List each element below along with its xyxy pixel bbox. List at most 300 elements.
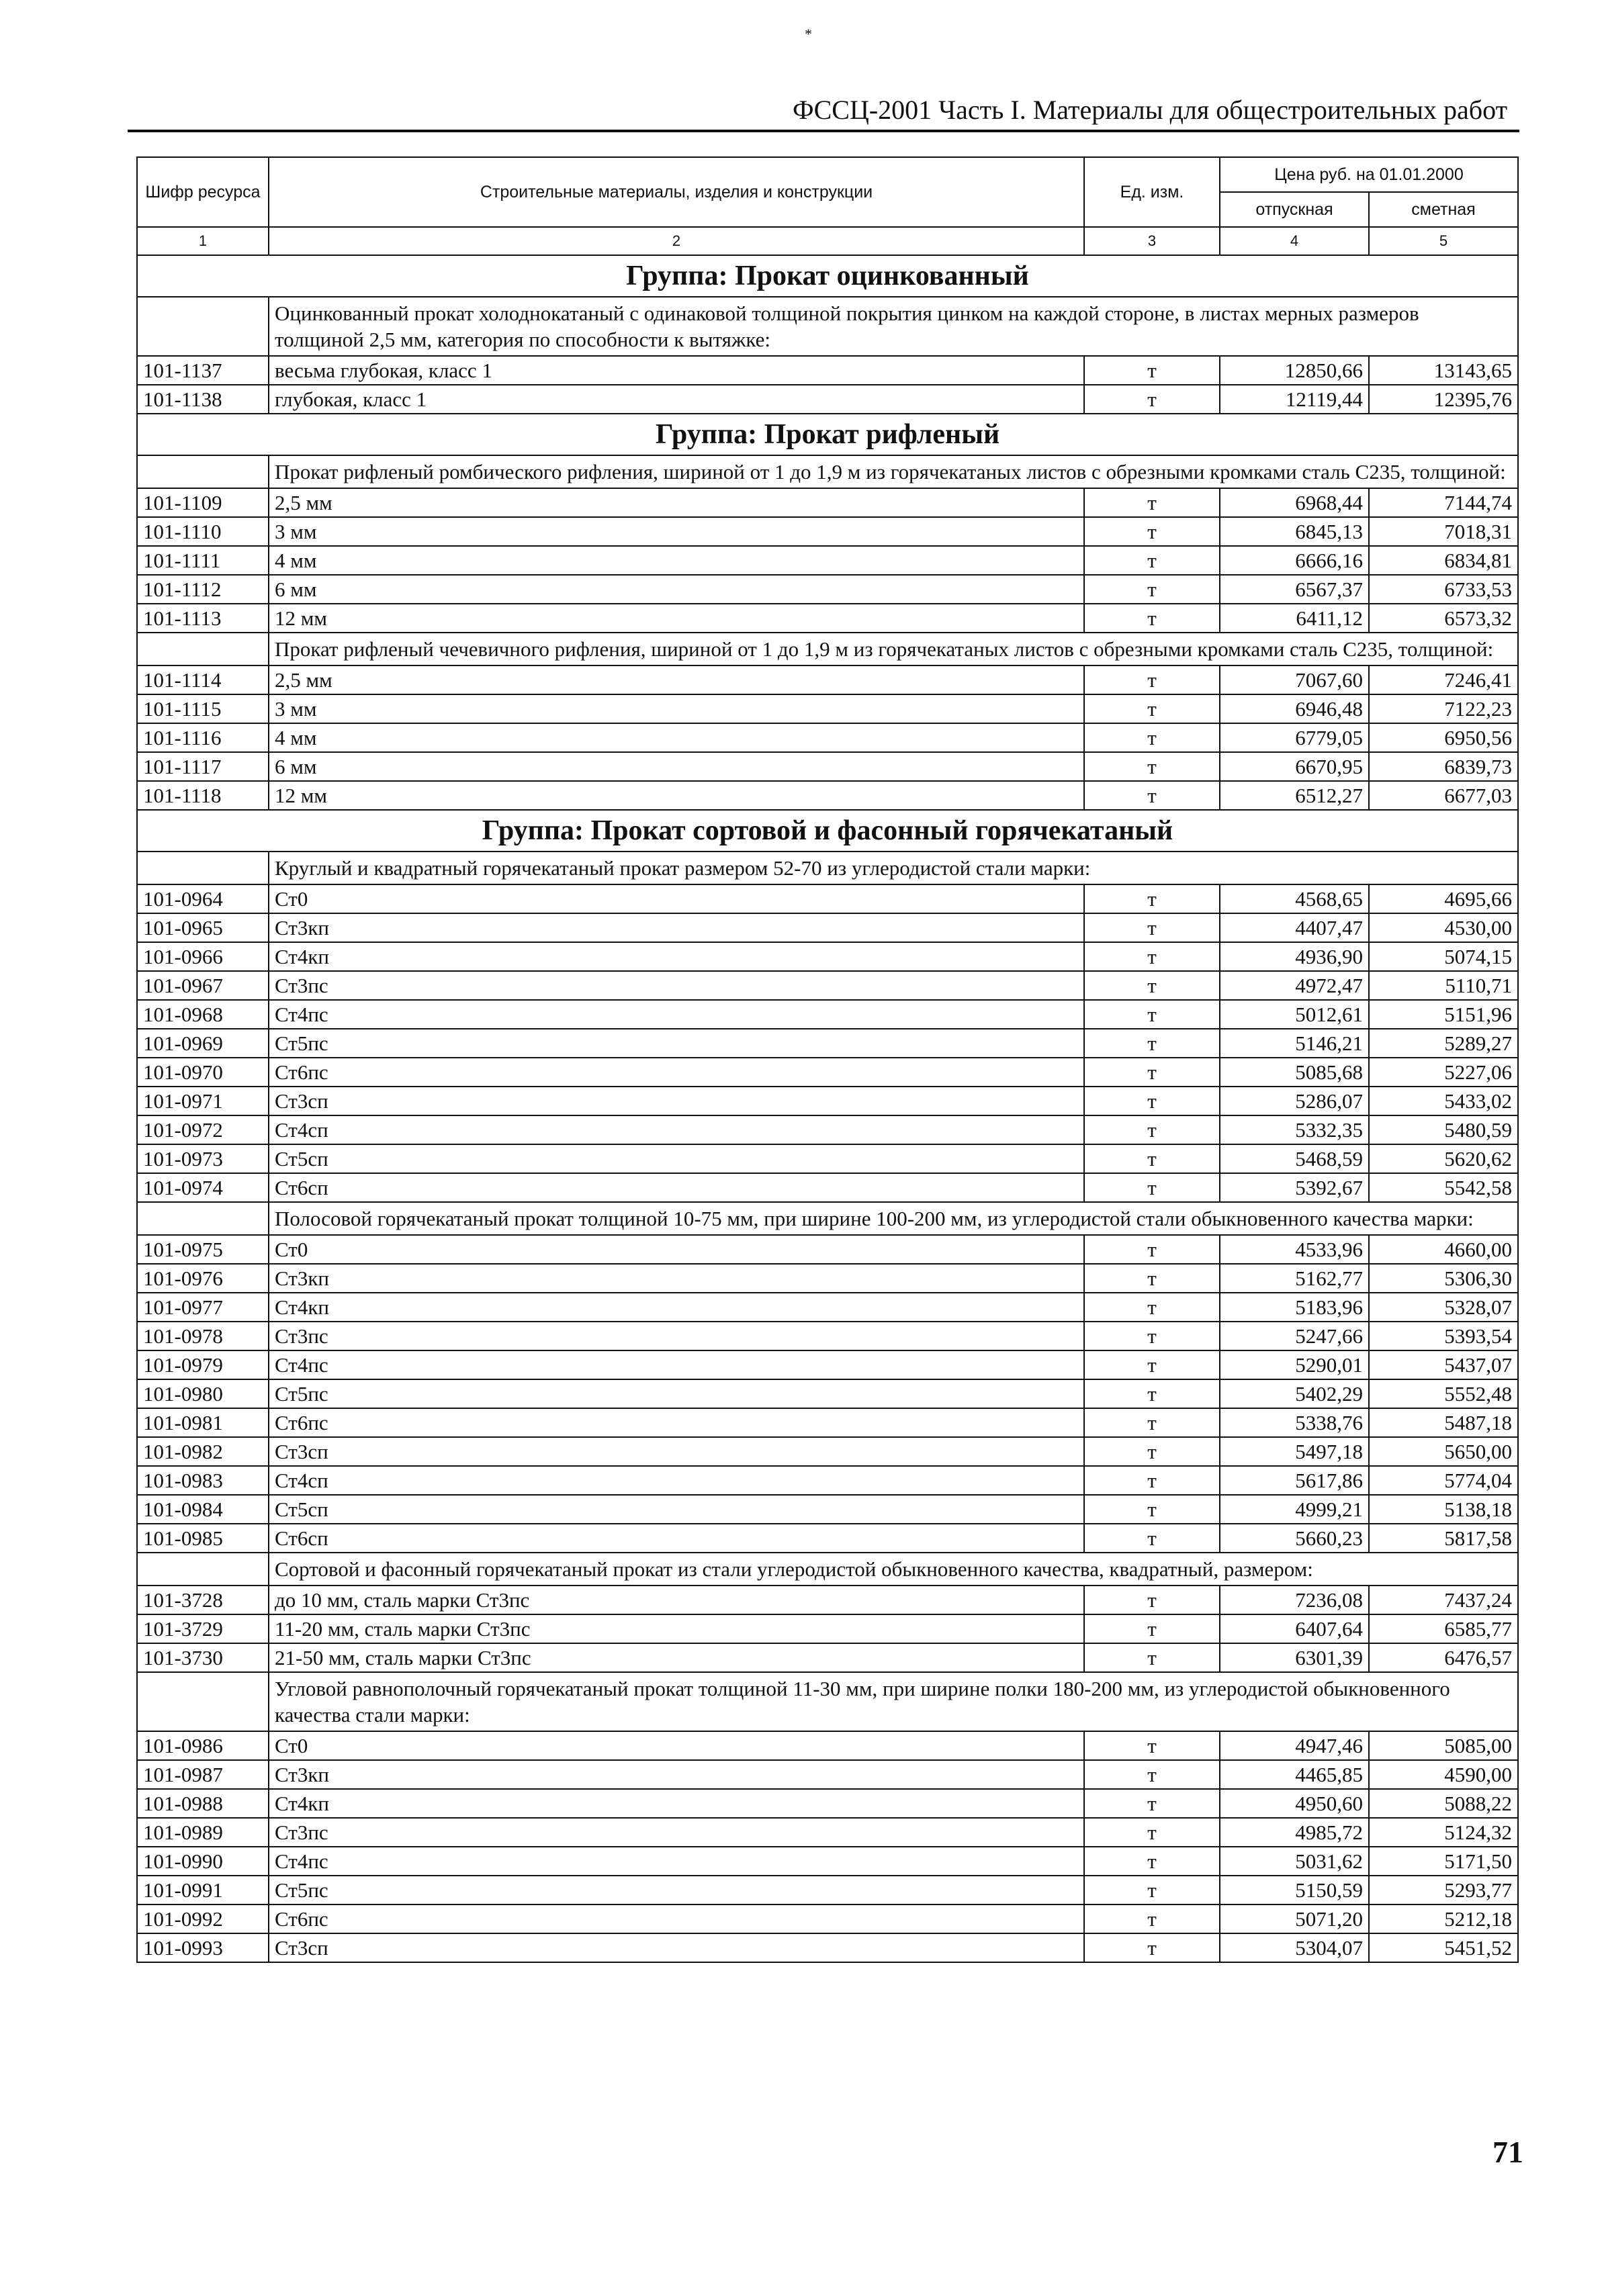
unit-cell: т bbox=[1084, 1876, 1220, 1904]
unit-cell: т bbox=[1084, 1293, 1220, 1322]
release-price-cell: 5162,77 bbox=[1220, 1264, 1369, 1293]
resource-code-cell: 101-0975 bbox=[137, 1235, 269, 1264]
material-name-cell: Ст6сп bbox=[269, 1524, 1084, 1553]
unit-cell: т bbox=[1084, 1029, 1220, 1058]
estimate-price-cell: 7122,23 bbox=[1369, 694, 1518, 723]
estimate-price-cell: 13143,65 bbox=[1369, 356, 1518, 385]
table-row bbox=[137, 1760, 1518, 1789]
material-name-cell: Ст3сп bbox=[269, 1087, 1084, 1115]
table-row bbox=[137, 575, 1518, 604]
column-number: 3 bbox=[1084, 227, 1220, 255]
section-description: Полосовой горячекатаный прокат толщиной 10-75 мм, при ширине 100-200 мм, из углеродистой стали обыкновенного качества марки: bbox=[269, 1202, 1518, 1235]
table-row bbox=[137, 1731, 1518, 1760]
section-description-row bbox=[137, 297, 1518, 356]
group-heading-row bbox=[137, 810, 1518, 852]
estimate-price-cell: 5774,04 bbox=[1369, 1466, 1518, 1495]
material-name-cell: Ст3кп bbox=[269, 1264, 1084, 1293]
unit-cell: т bbox=[1084, 913, 1220, 942]
estimate-price-cell: 5650,00 bbox=[1369, 1437, 1518, 1466]
estimate-price-cell: 5124,32 bbox=[1369, 1818, 1518, 1847]
material-name-cell: до 10 мм, сталь марки Ст3пс bbox=[269, 1586, 1084, 1614]
unit-cell: т bbox=[1084, 723, 1220, 752]
unit-cell: т bbox=[1084, 884, 1220, 913]
estimate-price-cell: 6839,73 bbox=[1369, 752, 1518, 781]
unit-cell: т bbox=[1084, 1818, 1220, 1847]
estimate-price-cell: 5171,50 bbox=[1369, 1847, 1518, 1876]
group-heading-row bbox=[137, 414, 1518, 455]
unit-cell: т bbox=[1084, 604, 1220, 633]
release-price-cell: 6946,48 bbox=[1220, 694, 1369, 723]
unit-cell: т bbox=[1084, 575, 1220, 604]
estimate-price-cell: 5393,54 bbox=[1369, 1322, 1518, 1350]
table-row bbox=[137, 1818, 1518, 1847]
estimate-price-cell: 6585,77 bbox=[1369, 1614, 1518, 1643]
page-mark: * bbox=[805, 26, 812, 42]
table-row bbox=[137, 604, 1518, 633]
resource-code-cell: 101-0969 bbox=[137, 1029, 269, 1058]
table-row bbox=[137, 1933, 1518, 1962]
material-name-cell: Ст4пс bbox=[269, 1350, 1084, 1379]
release-price-cell: 5304,07 bbox=[1220, 1933, 1369, 1962]
unit-cell: т bbox=[1084, 1379, 1220, 1408]
release-price-cell: 4972,47 bbox=[1220, 971, 1369, 1000]
estimate-price-cell: 5552,48 bbox=[1369, 1379, 1518, 1408]
estimate-price-cell: 6950,56 bbox=[1369, 723, 1518, 752]
estimate-price-cell: 5328,07 bbox=[1369, 1293, 1518, 1322]
release-price-cell: 6301,39 bbox=[1220, 1643, 1369, 1672]
estimate-price-cell: 6476,57 bbox=[1369, 1643, 1518, 1672]
release-price-cell: 4936,90 bbox=[1220, 942, 1369, 971]
unit-cell: т bbox=[1084, 517, 1220, 546]
resource-code-cell: 101-0992 bbox=[137, 1904, 269, 1933]
table-row bbox=[137, 1495, 1518, 1524]
table-row bbox=[137, 1144, 1518, 1173]
resource-code-cell: 101-0986 bbox=[137, 1731, 269, 1760]
unit-cell: т bbox=[1084, 488, 1220, 517]
table-row bbox=[137, 1437, 1518, 1466]
header-price: Цена руб. на 01.01.2000 bbox=[1220, 157, 1518, 192]
release-price-cell: 5150,59 bbox=[1220, 1876, 1369, 1904]
unit-cell: т bbox=[1084, 1495, 1220, 1524]
page-number: 71 bbox=[1492, 2135, 1523, 2169]
release-price-cell: 5660,23 bbox=[1220, 1524, 1369, 1553]
unit-cell: т bbox=[1084, 1760, 1220, 1789]
table-row bbox=[137, 694, 1518, 723]
table-row bbox=[137, 488, 1518, 517]
resource-code-cell: 101-0968 bbox=[137, 1000, 269, 1029]
unit-cell: т bbox=[1084, 1789, 1220, 1818]
estimate-price-cell: 5289,27 bbox=[1369, 1029, 1518, 1058]
material-name-cell: Ст5сп bbox=[269, 1495, 1084, 1524]
table-row bbox=[137, 1293, 1518, 1322]
unit-cell: т bbox=[1084, 1173, 1220, 1202]
column-number-row bbox=[137, 227, 1518, 255]
resource-code-cell: 101-3728 bbox=[137, 1586, 269, 1614]
estimate-price-cell: 7018,31 bbox=[1369, 517, 1518, 546]
release-price-cell: 4533,96 bbox=[1220, 1235, 1369, 1264]
header-price-release: отпускная bbox=[1220, 192, 1369, 227]
resource-code-cell: 101-1110 bbox=[137, 517, 269, 546]
header-code: Шифр ресурса bbox=[137, 157, 269, 227]
section-description-row bbox=[137, 455, 1518, 488]
unit-cell: т bbox=[1084, 1933, 1220, 1962]
material-name-cell: 2,5 мм bbox=[269, 488, 1084, 517]
resource-code-cell: 101-1115 bbox=[137, 694, 269, 723]
table-row bbox=[137, 385, 1518, 414]
table-row bbox=[137, 942, 1518, 971]
release-price-cell: 6512,27 bbox=[1220, 781, 1369, 810]
material-name-cell: 11-20 мм, сталь марки Ст3пс bbox=[269, 1614, 1084, 1643]
unit-cell: т bbox=[1084, 385, 1220, 414]
unit-cell: т bbox=[1084, 665, 1220, 694]
resource-code-cell: 101-0973 bbox=[137, 1144, 269, 1173]
material-name-cell: Ст4пс bbox=[269, 1000, 1084, 1029]
estimate-price-cell: 5306,30 bbox=[1369, 1264, 1518, 1293]
estimate-price-cell: 5487,18 bbox=[1369, 1408, 1518, 1437]
estimate-price-cell: 5480,59 bbox=[1369, 1115, 1518, 1144]
header-rule bbox=[128, 130, 1519, 132]
unit-cell: т bbox=[1084, 694, 1220, 723]
material-name-cell: Ст0 bbox=[269, 884, 1084, 913]
section-description: Сортовой и фасонный горячекатаный прокат из стали углеродистой обыкновенного качества, квадратный, размером: bbox=[269, 1553, 1518, 1586]
release-price-cell: 4947,46 bbox=[1220, 1731, 1369, 1760]
material-name-cell: 3 мм bbox=[269, 694, 1084, 723]
table-row bbox=[137, 665, 1518, 694]
table-row bbox=[137, 1904, 1518, 1933]
material-name-cell: Ст3сп bbox=[269, 1437, 1084, 1466]
estimate-price-cell: 6733,53 bbox=[1369, 575, 1518, 604]
estimate-price-cell: 5088,22 bbox=[1369, 1789, 1518, 1818]
release-price-cell: 6407,64 bbox=[1220, 1614, 1369, 1643]
material-name-cell: 4 мм bbox=[269, 723, 1084, 752]
price-table bbox=[136, 156, 1519, 1963]
estimate-price-cell: 12395,76 bbox=[1369, 385, 1518, 414]
material-name-cell: Ст4кп bbox=[269, 1293, 1084, 1322]
group-heading: Группа: Прокат рифленый bbox=[137, 414, 1518, 455]
resource-code-cell: 101-1113 bbox=[137, 604, 269, 633]
material-name-cell: 4 мм bbox=[269, 546, 1084, 575]
column-number: 5 bbox=[1369, 227, 1518, 255]
release-price-cell: 6670,95 bbox=[1220, 752, 1369, 781]
section-description-row bbox=[137, 633, 1518, 665]
table-row bbox=[137, 1115, 1518, 1144]
release-price-cell: 6666,16 bbox=[1220, 546, 1369, 575]
table-row bbox=[137, 1466, 1518, 1495]
unit-cell: т bbox=[1084, 1614, 1220, 1643]
table-row bbox=[137, 1322, 1518, 1350]
release-price-cell: 5290,01 bbox=[1220, 1350, 1369, 1379]
unit-cell: т bbox=[1084, 1322, 1220, 1350]
unit-cell: т bbox=[1084, 1643, 1220, 1672]
estimate-price-cell: 5110,71 bbox=[1369, 971, 1518, 1000]
resource-code-cell: 101-3730 bbox=[137, 1643, 269, 1672]
release-price-cell: 6567,37 bbox=[1220, 575, 1369, 604]
resource-code-cell: 101-0984 bbox=[137, 1495, 269, 1524]
table-row bbox=[137, 1000, 1518, 1029]
resource-code-cell: 101-1114 bbox=[137, 665, 269, 694]
unit-cell: т bbox=[1084, 356, 1220, 385]
resource-code-cell: 101-0991 bbox=[137, 1876, 269, 1904]
empty-code-cell bbox=[137, 633, 269, 665]
release-price-cell: 5183,96 bbox=[1220, 1293, 1369, 1322]
release-price-cell: 5392,67 bbox=[1220, 1173, 1369, 1202]
material-name-cell: Ст5сп bbox=[269, 1144, 1084, 1173]
unit-cell: т bbox=[1084, 1235, 1220, 1264]
release-price-cell: 5332,35 bbox=[1220, 1115, 1369, 1144]
material-name-cell: Ст4кп bbox=[269, 1789, 1084, 1818]
empty-code-cell bbox=[137, 1553, 269, 1586]
estimate-price-cell: 4695,66 bbox=[1369, 884, 1518, 913]
estimate-price-cell: 5074,15 bbox=[1369, 942, 1518, 971]
resource-code-cell: 101-0985 bbox=[137, 1524, 269, 1553]
release-price-cell: 4407,47 bbox=[1220, 913, 1369, 942]
column-number: 2 bbox=[269, 227, 1084, 255]
table-row bbox=[137, 1087, 1518, 1115]
release-price-cell: 5012,61 bbox=[1220, 1000, 1369, 1029]
resource-code-cell: 101-0978 bbox=[137, 1322, 269, 1350]
table-row bbox=[137, 752, 1518, 781]
unit-cell: т bbox=[1084, 1524, 1220, 1553]
resource-code-cell: 101-0967 bbox=[137, 971, 269, 1000]
release-price-cell: 5031,62 bbox=[1220, 1847, 1369, 1876]
section-description-row bbox=[137, 852, 1518, 884]
unit-cell: т bbox=[1084, 1115, 1220, 1144]
material-name-cell: Ст5пс bbox=[269, 1876, 1084, 1904]
section-description: Прокат рифленый ромбического рифления, шириной от 1 до 1,9 м из горячекатаных листов с обрезными кромками сталь С235, толщиной: bbox=[269, 455, 1518, 488]
material-name-cell: Ст3кп bbox=[269, 1760, 1084, 1789]
material-name-cell: Ст6пс bbox=[269, 1408, 1084, 1437]
resource-code-cell: 101-1111 bbox=[137, 546, 269, 575]
material-name-cell: Ст3пс bbox=[269, 1818, 1084, 1847]
material-name-cell: 12 мм bbox=[269, 781, 1084, 810]
unit-cell: т bbox=[1084, 1408, 1220, 1437]
unit-cell: т bbox=[1084, 1586, 1220, 1614]
material-name-cell: Ст3сп bbox=[269, 1933, 1084, 1962]
estimate-price-cell: 5433,02 bbox=[1369, 1087, 1518, 1115]
resource-code-cell: 101-0974 bbox=[137, 1173, 269, 1202]
release-price-cell: 5338,76 bbox=[1220, 1408, 1369, 1437]
running-header: ФССЦ-2001 Часть I. Материалы для общестроительных работ bbox=[793, 95, 1508, 125]
material-name-cell: Ст0 bbox=[269, 1731, 1084, 1760]
release-price-cell: 5071,20 bbox=[1220, 1904, 1369, 1933]
section-description: Угловой равнополочный горячекатаный прокат толщиной 11-30 мм, при ширине полки 180-200 мм, из углеродистой обыкновенного качества стали марки: bbox=[269, 1672, 1518, 1731]
empty-code-cell bbox=[137, 297, 269, 356]
estimate-price-cell: 5817,58 bbox=[1369, 1524, 1518, 1553]
estimate-price-cell: 6834,81 bbox=[1369, 546, 1518, 575]
material-name-cell: Ст0 bbox=[269, 1235, 1084, 1264]
resource-code-cell: 101-0964 bbox=[137, 884, 269, 913]
estimate-price-cell: 7246,41 bbox=[1369, 665, 1518, 694]
material-name-cell: весьма глубокая, класс 1 bbox=[269, 356, 1084, 385]
resource-code-cell: 101-0965 bbox=[137, 913, 269, 942]
estimate-price-cell: 5451,52 bbox=[1369, 1933, 1518, 1962]
release-price-cell: 4568,65 bbox=[1220, 884, 1369, 913]
table-row bbox=[137, 781, 1518, 810]
material-name-cell: Ст6пс bbox=[269, 1058, 1084, 1087]
release-price-cell: 5402,29 bbox=[1220, 1379, 1369, 1408]
table-row bbox=[137, 546, 1518, 575]
estimate-price-cell: 5620,62 bbox=[1369, 1144, 1518, 1173]
group-heading: Группа: Прокат оцинкованный bbox=[137, 255, 1518, 297]
resource-code-cell: 101-0981 bbox=[137, 1408, 269, 1437]
material-name-cell: Ст6сп bbox=[269, 1173, 1084, 1202]
unit-cell: т bbox=[1084, 1058, 1220, 1087]
unit-cell: т bbox=[1084, 1264, 1220, 1293]
unit-cell: т bbox=[1084, 1437, 1220, 1466]
estimate-price-cell: 6573,32 bbox=[1369, 604, 1518, 633]
release-price-cell: 5247,66 bbox=[1220, 1322, 1369, 1350]
estimate-price-cell: 5437,07 bbox=[1369, 1350, 1518, 1379]
resource-code-cell: 101-0989 bbox=[137, 1818, 269, 1847]
resource-code-cell: 101-0970 bbox=[137, 1058, 269, 1087]
release-price-cell: 6411,12 bbox=[1220, 604, 1369, 633]
material-name-cell: 21-50 мм, сталь марки Ст3пс bbox=[269, 1643, 1084, 1672]
resource-code-cell: 101-1137 bbox=[137, 356, 269, 385]
empty-code-cell bbox=[137, 1202, 269, 1235]
empty-code-cell bbox=[137, 852, 269, 884]
section-description-row bbox=[137, 1553, 1518, 1586]
release-price-cell: 4465,85 bbox=[1220, 1760, 1369, 1789]
resource-code-cell: 101-1138 bbox=[137, 385, 269, 414]
section-description: Круглый и квадратный горячекатаный прокат размером 52-70 из углеродистой стали марки: bbox=[269, 852, 1518, 884]
group-heading: Группа: Прокат сортовой и фасонный горячекатаный bbox=[137, 810, 1518, 852]
release-price-cell: 4950,60 bbox=[1220, 1789, 1369, 1818]
table-row bbox=[137, 1586, 1518, 1614]
material-name-cell: Ст4кп bbox=[269, 942, 1084, 971]
material-name-cell: Ст4сп bbox=[269, 1115, 1084, 1144]
group-heading-row bbox=[137, 255, 1518, 297]
table-row bbox=[137, 1264, 1518, 1293]
header-price-estimate: сметная bbox=[1369, 192, 1518, 227]
unit-cell: т bbox=[1084, 942, 1220, 971]
resource-code-cell: 101-0972 bbox=[137, 1115, 269, 1144]
unit-cell: т bbox=[1084, 1904, 1220, 1933]
estimate-price-cell: 6677,03 bbox=[1369, 781, 1518, 810]
unit-cell: т bbox=[1084, 971, 1220, 1000]
unit-cell: т bbox=[1084, 546, 1220, 575]
table-row bbox=[137, 1058, 1518, 1087]
resource-code-cell: 101-1116 bbox=[137, 723, 269, 752]
material-name-cell: Ст4сп bbox=[269, 1466, 1084, 1495]
release-price-cell: 4985,72 bbox=[1220, 1818, 1369, 1847]
table-row bbox=[137, 723, 1518, 752]
resource-code-cell: 101-0966 bbox=[137, 942, 269, 971]
resource-code-cell: 101-0988 bbox=[137, 1789, 269, 1818]
resource-code-cell: 101-0980 bbox=[137, 1379, 269, 1408]
material-name-cell: Ст3пс bbox=[269, 1322, 1084, 1350]
material-name-cell: Ст5пс bbox=[269, 1379, 1084, 1408]
material-name-cell: глубокая, класс 1 bbox=[269, 385, 1084, 414]
column-number: 4 bbox=[1220, 227, 1369, 255]
estimate-price-cell: 5138,18 bbox=[1369, 1495, 1518, 1524]
material-name-cell: 2,5 мм bbox=[269, 665, 1084, 694]
estimate-price-cell: 7437,24 bbox=[1369, 1586, 1518, 1614]
empty-code-cell bbox=[137, 455, 269, 488]
unit-cell: т bbox=[1084, 1731, 1220, 1760]
release-price-cell: 5085,68 bbox=[1220, 1058, 1369, 1087]
section-description: Прокат рифленый чечевичного рифления, шириной от 1 до 1,9 м из горячекатаных листов с обрезными кромками сталь С235, толщиной: bbox=[269, 633, 1518, 665]
material-name-cell: Ст3пс bbox=[269, 971, 1084, 1000]
unit-cell: т bbox=[1084, 1000, 1220, 1029]
resource-code-cell: 101-1118 bbox=[137, 781, 269, 810]
unit-cell: т bbox=[1084, 1350, 1220, 1379]
material-name-cell: Ст5пс bbox=[269, 1029, 1084, 1058]
release-price-cell: 4999,21 bbox=[1220, 1495, 1369, 1524]
resource-code-cell: 101-0982 bbox=[137, 1437, 269, 1466]
unit-cell: т bbox=[1084, 1466, 1220, 1495]
resource-code-cell: 101-0979 bbox=[137, 1350, 269, 1379]
table-row bbox=[137, 1029, 1518, 1058]
table-row bbox=[137, 1408, 1518, 1437]
material-name-cell: Ст3кп bbox=[269, 913, 1084, 942]
estimate-price-cell: 7144,74 bbox=[1369, 488, 1518, 517]
table-row bbox=[137, 1643, 1518, 1672]
resource-code-cell: 101-0993 bbox=[137, 1933, 269, 1962]
table-row bbox=[137, 1876, 1518, 1904]
material-name-cell: Ст4пс bbox=[269, 1847, 1084, 1876]
table-row bbox=[137, 1789, 1518, 1818]
table-row bbox=[137, 1235, 1518, 1264]
resource-code-cell: 101-3729 bbox=[137, 1614, 269, 1643]
table-row bbox=[137, 1379, 1518, 1408]
release-price-cell: 5146,21 bbox=[1220, 1029, 1369, 1058]
release-price-cell: 12850,66 bbox=[1220, 356, 1369, 385]
unit-cell: т bbox=[1084, 1144, 1220, 1173]
table-row bbox=[137, 884, 1518, 913]
resource-code-cell: 101-0983 bbox=[137, 1466, 269, 1495]
table-row bbox=[137, 913, 1518, 942]
table-header-row bbox=[137, 157, 1518, 192]
table-row bbox=[137, 971, 1518, 1000]
resource-code-cell: 101-1109 bbox=[137, 488, 269, 517]
estimate-price-cell: 5085,00 bbox=[1369, 1731, 1518, 1760]
table-row bbox=[137, 517, 1518, 546]
unit-cell: т bbox=[1084, 1087, 1220, 1115]
section-description: Оцинкованный прокат холоднокатаный с одинаковой толщиной покрытия цинком на каждой стороне, в листах мерных размеров толщиной 2,5 мм, категория по способности к вытяжке: bbox=[269, 297, 1518, 356]
material-name-cell: Ст6пс bbox=[269, 1904, 1084, 1933]
estimate-price-cell: 4660,00 bbox=[1369, 1235, 1518, 1264]
release-price-cell: 12119,44 bbox=[1220, 385, 1369, 414]
column-number: 1 bbox=[137, 227, 269, 255]
estimate-price-cell: 5293,77 bbox=[1369, 1876, 1518, 1904]
unit-cell: т bbox=[1084, 752, 1220, 781]
material-name-cell: 6 мм bbox=[269, 752, 1084, 781]
resource-code-cell: 101-0990 bbox=[137, 1847, 269, 1876]
table-row bbox=[137, 1847, 1518, 1876]
empty-code-cell bbox=[137, 1672, 269, 1731]
estimate-price-cell: 5212,18 bbox=[1369, 1904, 1518, 1933]
release-price-cell: 7236,08 bbox=[1220, 1586, 1369, 1614]
estimate-price-cell: 4590,00 bbox=[1369, 1760, 1518, 1789]
release-price-cell: 5286,07 bbox=[1220, 1087, 1369, 1115]
table-row bbox=[137, 1614, 1518, 1643]
estimate-price-cell: 5227,06 bbox=[1369, 1058, 1518, 1087]
table-row bbox=[137, 356, 1518, 385]
table-row bbox=[137, 1173, 1518, 1202]
release-price-cell: 5468,59 bbox=[1220, 1144, 1369, 1173]
release-price-cell: 5617,86 bbox=[1220, 1466, 1369, 1495]
unit-cell: т bbox=[1084, 781, 1220, 810]
price-table-body bbox=[137, 157, 1518, 1962]
resource-code-cell: 101-1112 bbox=[137, 575, 269, 604]
header-unit: Ед. изм. bbox=[1084, 157, 1220, 227]
resource-code-cell: 101-0971 bbox=[137, 1087, 269, 1115]
material-name-cell: 12 мм bbox=[269, 604, 1084, 633]
resource-code-cell: 101-0987 bbox=[137, 1760, 269, 1789]
table-row bbox=[137, 1524, 1518, 1553]
unit-cell: т bbox=[1084, 1847, 1220, 1876]
release-price-cell: 6779,05 bbox=[1220, 723, 1369, 752]
